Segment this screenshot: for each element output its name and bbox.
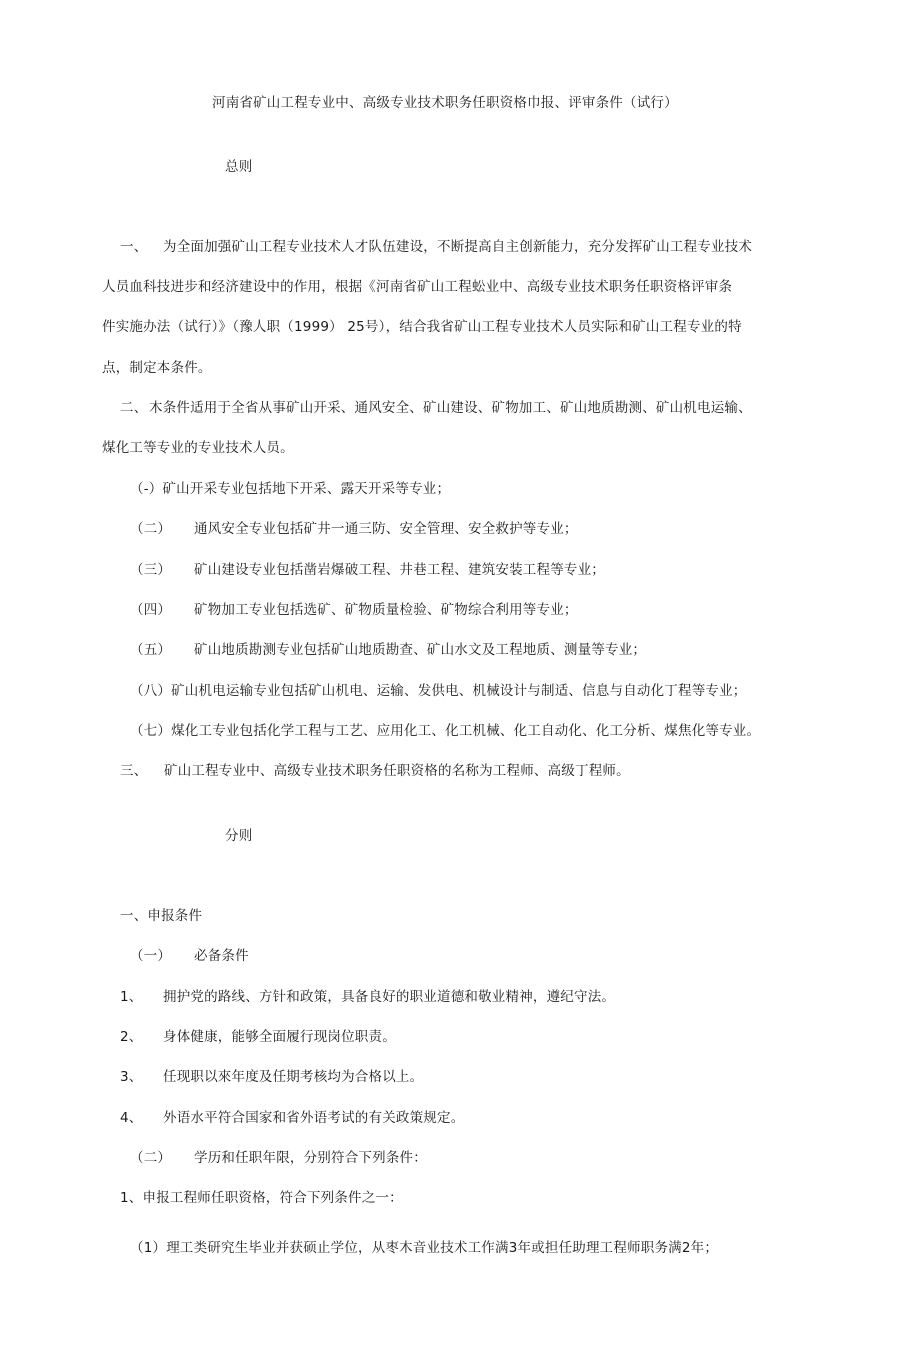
sub-item-text: 煤化工专业包括化学工程与工艺、应用化工、化工机械、化工自动化、化工分析、煤焦化等专业。 bbox=[171, 723, 761, 739]
sub-item-6 bbox=[130, 682, 747, 700]
sub-number: （二） bbox=[130, 1150, 172, 1166]
sub-item-number: （三） bbox=[130, 562, 172, 578]
item-number: 二、 bbox=[120, 400, 148, 416]
detail-sub-1 bbox=[130, 947, 249, 965]
section-heading-detail: 分则 bbox=[225, 828, 253, 844]
sub-item-text: 矿物加工专业包括选矿、矿物质量检验、矿物综合利用等专业； bbox=[194, 602, 578, 618]
sub-item-5 bbox=[130, 641, 646, 659]
condition-text: 任现职以來年度及任期考核均为合格以上。 bbox=[163, 1069, 424, 1085]
document-title: 河南省矿山工程专业中、高级专业技术职务任职资格巾报、评审条件（试行） bbox=[212, 95, 678, 111]
sub-text: 学历和任职年限，分别符合下列条件： bbox=[194, 1150, 427, 1166]
sub-number: （一） bbox=[130, 948, 172, 964]
condition-text: 外语水平符合国家和省外语考试的有关政策规定。 bbox=[163, 1110, 465, 1126]
sub-item-text: 通风安全专业包括矿井一通三防、安全管理、安全救护等专业； bbox=[194, 521, 578, 537]
item-number: 一、 bbox=[120, 239, 148, 255]
condition-4 bbox=[120, 1109, 464, 1127]
sub-item-3 bbox=[130, 561, 605, 579]
sub-item-number: （七） bbox=[130, 723, 172, 739]
condition-3 bbox=[120, 1068, 423, 1086]
sub-text: 必备条件 bbox=[194, 948, 249, 964]
general-item-3 bbox=[120, 762, 630, 780]
item-text: 木条件适用于全省从事矿山开采、通风安全、矿山建设、矿物加工、矿山地质勘测、矿山机电运输、 bbox=[149, 400, 752, 416]
sub-item-text: 矿山地质勘测专业包括矿山地质勘查、矿山水文及工程地质、测量等专业； bbox=[194, 642, 647, 658]
condition-number: 4、 bbox=[120, 1110, 143, 1126]
detail-sub-2 bbox=[130, 1149, 427, 1167]
item-number: 三、 bbox=[120, 763, 148, 779]
condition-text: 身体健康，能够全面履行现岗位职责。 bbox=[163, 1029, 396, 1045]
general-item-2 bbox=[120, 399, 752, 417]
condition-number: 1、 bbox=[120, 989, 143, 1005]
sub-item-number: （-） bbox=[130, 481, 163, 497]
general-item-1-line-4: 点，制定本条件。 bbox=[102, 360, 212, 376]
general-item-1-line-2: 人员血科技进步和经济建设中的作用，根据《河南省矿山工程蚣业中、高级专业技术职务任职资格评审条 bbox=[102, 279, 733, 295]
item-text: 为全面加强矿山工程专业技术人才队伍建设，不断提高自主创新能力，充分发挥矿山工程专业技术 bbox=[163, 239, 753, 255]
condition-1 bbox=[120, 988, 615, 1006]
condition-number: 3、 bbox=[120, 1069, 143, 1085]
sub-item-number: （五） bbox=[130, 642, 172, 658]
section-heading-general: 总则 bbox=[225, 159, 253, 175]
condition-number: 2、 bbox=[120, 1029, 143, 1045]
sub-item-text: 矿山机电运输专业包括矿山机电、运输、发供电、机械设计与制适、信息与自动化丁程等专业； bbox=[171, 683, 747, 699]
sub-item-number: （八） bbox=[130, 683, 172, 699]
sub-item-text: 矿山开采专业包括地下开采、露天开采等专业； bbox=[162, 481, 451, 497]
item-text: 矿山工程专业中、高级专业技术职务任职资格的名称为工程师、高级丁程师。 bbox=[164, 763, 630, 779]
detail-heading-1: 一、申报条件 bbox=[120, 908, 203, 924]
apply-engineer-item-1: （1）理工类研究生毕业并获硕止学位，从枣木音业技术工作满3年或担任助理工程师职务满2年； bbox=[130, 1240, 719, 1256]
sub-item-4 bbox=[130, 601, 578, 619]
apply-engineer-heading: 1、申报工程师任职资格，符合下列条件之一： bbox=[120, 1190, 403, 1206]
sub-item-number: （二） bbox=[130, 521, 172, 537]
sub-item-1 bbox=[130, 480, 450, 498]
general-item-1-line-3: 件实施办法（试行）》（豫人职（1999） 25号），结合我省矿山工程专业技术人员实际和矿山工程专业的特 bbox=[102, 319, 742, 335]
sub-item-number: （四） bbox=[130, 602, 172, 618]
condition-2 bbox=[120, 1028, 396, 1046]
general-item-1 bbox=[120, 238, 752, 256]
sub-item-text: 矿山建设专业包括凿岩爆破工程、井巷工程、建筑安装工程等专业； bbox=[194, 562, 605, 578]
sub-item-7 bbox=[130, 722, 760, 740]
condition-text: 拥护党的路线、方针和政策，具备良好的职业道德和敬业精神，遵纪守法。 bbox=[163, 989, 616, 1005]
sub-item-2 bbox=[130, 520, 578, 538]
general-item-2-line-2: 煤化工等专业的专业技术人员。 bbox=[102, 440, 294, 456]
